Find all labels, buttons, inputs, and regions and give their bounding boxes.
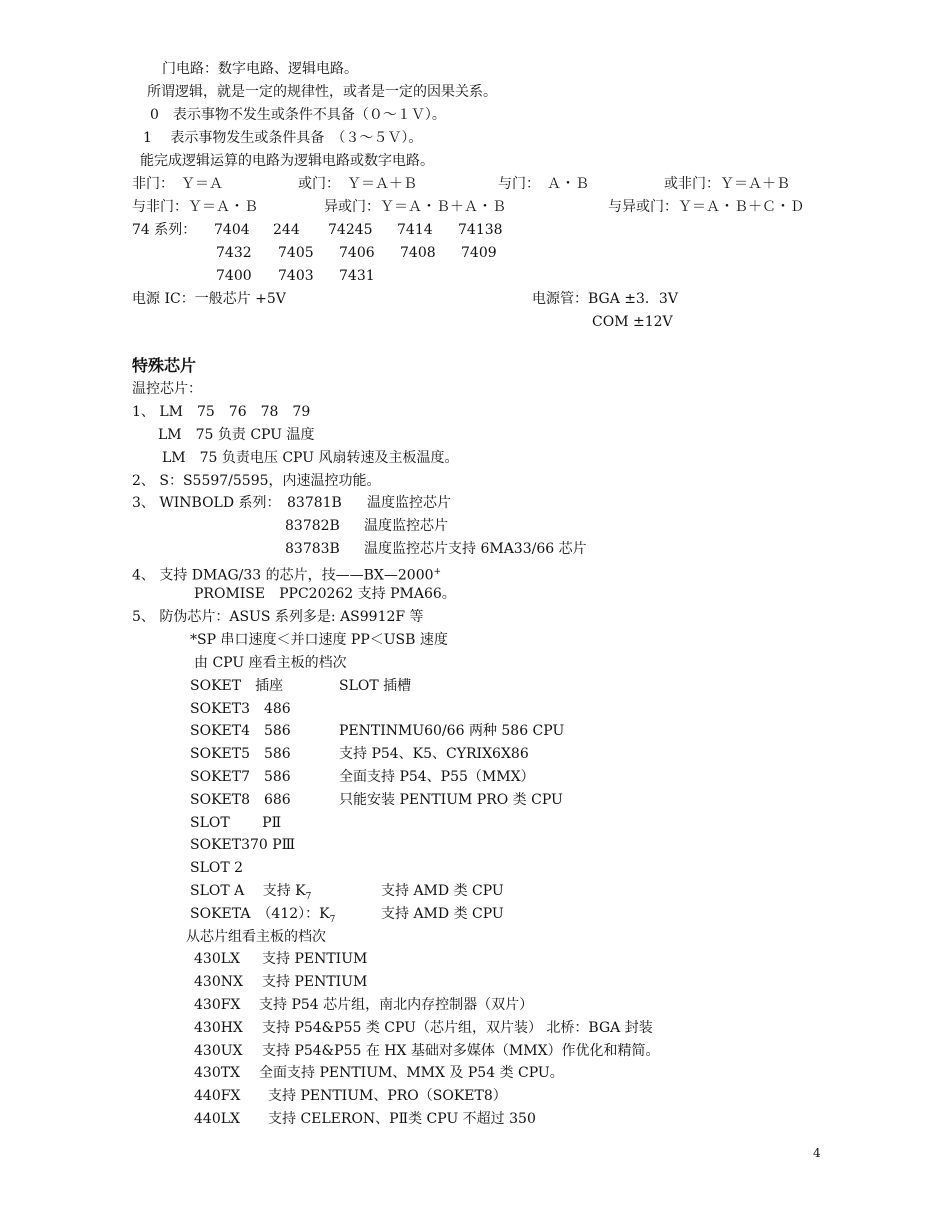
socket-desc: PENTINMU60/66 两种 586 CPU [339,723,565,739]
series-item: 74138 [458,222,503,238]
item-1: 1、 LM 75 76 78 79 [132,404,311,420]
chipset-desc: 支持 P54&P55 在 HX 基础对多媒体（MMX）作优化和精简。 [262,1043,660,1059]
socket-name: SOKET4 586 [190,723,291,739]
chipset-name: 430FX [194,997,241,1013]
chipset-title: 从芯片组看主板的档次 [186,929,326,945]
soketa-desc: 支持 AMD 类 CPU [381,906,504,922]
power-ic: 电源 IC：一般芯片 +5V [132,291,286,307]
winbold-model: 83781B [287,495,342,511]
socket-name: SOKET7 586 [190,769,291,785]
series-item: 244 [273,222,300,238]
slot-a-sub: 7 [305,891,312,902]
series-item: 7431 [339,268,375,284]
chipset-name: 430UX [194,1043,243,1059]
speed-note: *SP 串口速度＜并口速度 PP＜USB 速度 [190,632,448,648]
item-3: 3、 WINBOLD 系列： [132,495,281,511]
socket-name: SOKET3 486 [190,701,291,717]
item-1b: LM 75 负责电压 CPU 风扇转速及主板温度。 [162,450,459,466]
temp-label: 温控芯片： [132,381,202,397]
chipset-name: 430TX [194,1065,241,1081]
series-item: 74245 [328,222,373,238]
chipset-desc: 全面支持 PENTIUM、MMX 及 P54 类 CPU。 [259,1065,564,1081]
socket-desc: 支持 P54、K5、CYRIX6X86 [339,746,529,762]
winbold-desc: 温度监控芯片 [364,518,448,534]
item-4-sup: + [433,567,442,577]
item-5: 5、 防伪芯片：ASUS 系列多是: AS9912F 等 [132,609,424,625]
xor-gate: 异或门：Ｙ＝Ａ・Ｂ＋Ａ・Ｂ [324,199,506,215]
socket-name: SOKET370 PⅢ [190,837,296,853]
series-item: 7432 [216,245,252,261]
socket-desc: SLOT 插槽 [339,678,412,694]
series-item: 7408 [400,245,436,261]
chipset-desc: 支持 P54&P55 类 CPU（芯片组，双片装） 北桥：BGA 封装 [262,1020,653,1036]
chipset-name: 430NX [194,974,243,990]
item-4 [132,563,441,585]
winbold-desc: 温度监控芯片支持 6MA33/66 芯片 [364,541,587,557]
chipset-desc: 支持 PENTIUM [262,951,368,967]
chipset-name: 430HX [194,1020,243,1036]
and-gate: 与门： Ａ・Ｂ [498,176,589,192]
gate-line-1: 门电路：数字电路、逻辑电路。 [162,61,358,77]
gate-line-5: 能完成逻辑运算的电路为逻辑电路或数字电路。 [140,153,434,169]
socket-name: SOKET8 686 [190,792,291,808]
chipset-desc: 支持 PENTIUM [262,974,368,990]
winbold-desc: 温度监控芯片 [367,495,451,511]
gate-line-2: 所谓逻辑，就是一定的规律性，或者是一定的因果关系。 [147,84,497,100]
series-item: 7405 [278,245,314,261]
chipset-name: 430LX [194,951,240,967]
chipset-desc: 支持 CELERON、PⅡ类 CPU 不超过 350 [268,1111,536,1127]
series-label: 74 系列： [132,222,197,238]
series-item: 7403 [278,268,314,284]
gate-line-3: 0 表示事物不发生或条件不具备（０～１Ｖ）。 [150,107,446,123]
series-item: 7404 [214,222,250,238]
gate-line-4: 1 表示事物发生或条件具备 （３～５Ｖ）。 [143,130,423,146]
slot-a [190,882,311,906]
power-com: COM ±12V [592,314,673,330]
winbold-model: 83783B [285,541,340,557]
not-gate: 非门： Ｙ＝Ａ [132,176,223,192]
socket-name: SLOT 2 [190,860,244,876]
chipset-desc: 支持 P54 芯片组，南北内存控制器（双片） [259,997,534,1013]
chipset-name: 440LX [194,1111,240,1127]
series-item: 7400 [216,268,252,284]
soketa [190,905,335,929]
and-xor-gate: 与异或门：Ｙ＝Ａ・Ｂ＋Ｃ・Ｄ [608,199,804,215]
soketa-text: SOKETA （412）：K [190,906,330,922]
socket-name: SLOT PⅡ [190,815,282,831]
socket-desc: 全面支持 P54、P55（MMX） [339,769,535,785]
slot-a-text: SLOT A 支持 K [190,883,306,899]
slot-a-desc: 支持 AMD 类 CPU [381,883,504,899]
chipset-desc: 支持 PENTIUM、PRO（SOKET8） [268,1088,507,1104]
item-2: 2、 S：S5597/5595，内速温控功能。 [132,473,381,489]
series-item: 7409 [461,245,497,261]
nand-gate: 与非门：Ｙ＝Ａ・Ｂ [132,199,258,215]
or-gate: 或门： Ｙ＝Ａ＋Ｂ [298,176,417,192]
item-4-text: 4、 支持 DMAG/33 的芯片，技——BX—2000 [132,567,434,584]
cpu-socket-title: 由 CPU 座看主板的档次 [194,655,347,671]
soketa-sub: 7 [329,914,336,925]
page-number: 4 [813,1146,821,1160]
item-1a: LM 75 负责 CPU 温度 [158,427,315,443]
winbold-model: 83782B [285,518,340,534]
section-heading: 特殊芯片 [132,356,197,375]
socket-name: SOKET 插座 [190,678,284,694]
series-item: 7414 [397,222,433,238]
nor-gate: 或非门：Ｙ＝Ａ＋Ｂ [664,176,790,192]
socket-desc: 只能安装 PENTIUM PRO 类 CPU [339,792,563,808]
chipset-name: 440FX [194,1088,241,1104]
power-tube: 电源管：BGA ±3．3V [532,291,678,307]
item-4a: PROMISE PPC20262 支持 PMA66。 [194,586,456,602]
socket-name: SOKET5 586 [190,746,291,762]
series-item: 7406 [339,245,375,261]
